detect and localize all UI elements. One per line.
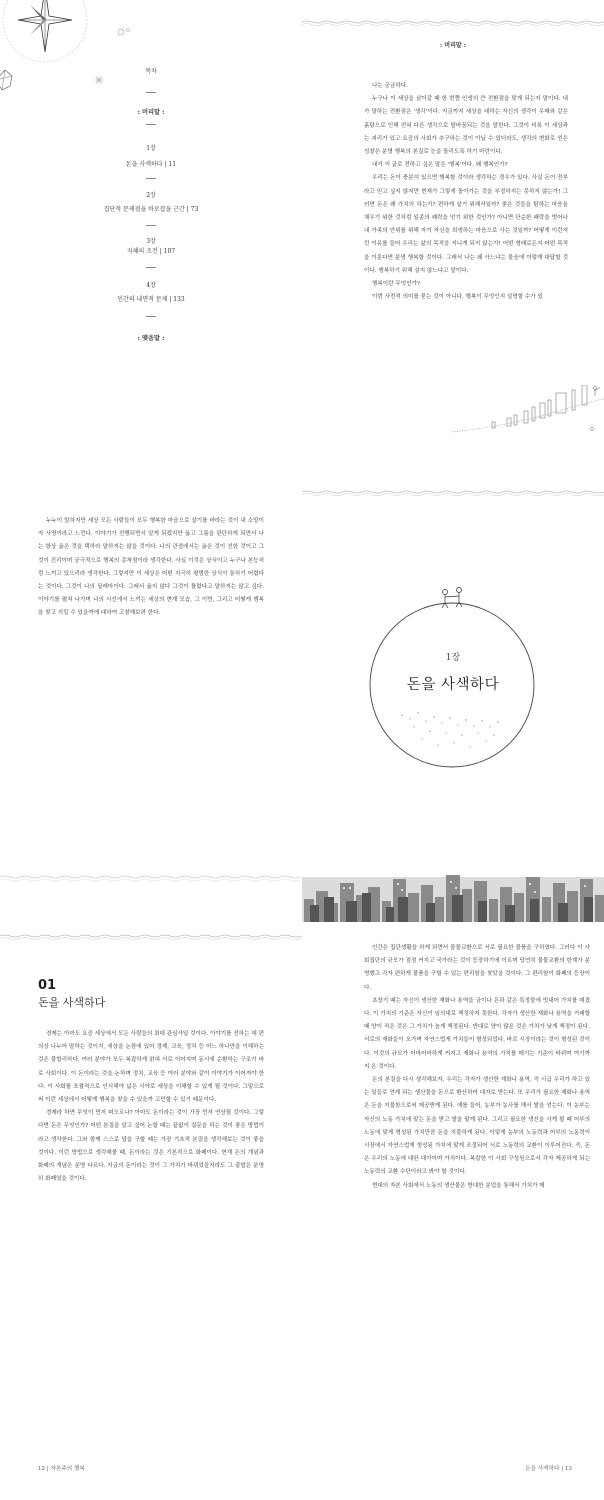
chapter1-paragraph: 현대의 자본 사회에서 노동의 생산물은 방대한 분업을 통해서 가치가 매 — [372, 1182, 545, 1189]
toc-ch1-entry[interactable]: 돈을 사색하다 | 11 — [125, 161, 177, 168]
toc-epilogue: : 맺음말 : — [137, 335, 165, 342]
preface-body — [364, 80, 568, 304]
chapter1-number: 01 — [38, 978, 57, 993]
chapter-open-title: 돈을 사색하다 — [406, 677, 500, 693]
toc-preface: : 머리말 : — [137, 109, 165, 116]
chapter1-paragraph: 경제는 아마도 요즘 세상에서 모든 사람들의 최대 관심사일 것이다. 이야기를 전하는 데 편의상 나누어 말하는 것이지, 세상을 논함에 있어 경제, 교육, 정치 등 어느 하나만을 이해하는 것은 불합리하다. 여러 분야가 모두 복잡하게 얽혀 서로 이어지며 동시에 순환하는 구조가 바로 사회이다. 이 돈이라는 것을 논하며 정치, 교육 등 여러 분야와 같이 이야기가 이어져야 한다. 이 사회를 포괄적으로 인식해야 넓은 시야로 세상을 이해할 수 있게 될 것이다. 그렇으로써 이런 세상에서 어떻게 행복을 찾을 수 있을까 고민할 수 있기 때문이다. — [38, 1031, 264, 1104]
preface-paragraph: 행복이란 무엇인가? — [372, 281, 421, 288]
chapter1-left-page — [0, 930, 302, 1500]
wave-divider-icon — [302, 490, 604, 496]
chapter1-right-page — [302, 930, 604, 1500]
preface-paragraph: 우리는 돈이 충분히 있으면 행복할 것이라 생각하는 경우가 있다. 사실 돈이 전부라고 믿고 싶지 않지만 현재가 그렇게 돌아가는 것을 부정하지는 못하지 않는가! 그러면 돈은 왜 가치의 하는가? 편하게 살기 위해서일까? 좋은 것들을 탐하는 마음을 채우기 위한 것처럼 일종의 쾌락을 얻기 위한 것인가? 아니면 단순한 쾌락을 벗어나 내 가족의 안위를 위해 자기 자신을 희생하는 마음으로 사는 것일까? 어떻게 이런저런 이유를 들어 우리는 삶의 목적을 지니게 되지 않는가! 어떤 형태로든지 어떤 목적을 이룬다면 분명 행복할 것이다. 그래서 나는 왜 사느냐는 물음에 이렇게 대답할 것이다. 행복하기 위해 살지 않느냐고 말이다. — [364, 175, 568, 274]
toc-page — [0, 0, 302, 440]
toc-ch4-num: 4장 — [146, 282, 156, 289]
preface-paragraph: 내가 이 글로 전하고 싶은 말은 '행복'이다. 왜 행복인가? — [372, 162, 508, 169]
left-page-footer: 12 | 자본주의 행복 — [38, 1466, 85, 1472]
chapter1-right-body — [364, 942, 590, 1193]
toc-title: 목차 — [145, 68, 157, 75]
spread-intro-chapter-open — [0, 480, 604, 860]
intro-page — [0, 480, 302, 860]
toc-ch2-entry[interactable]: 집단적 문제점을 바로잡을 근간 | 73 — [103, 206, 199, 213]
toc-ch2-num: 2장 — [146, 192, 156, 199]
toc-ch3-entry[interactable]: 지혜의 조건 | 107 — [126, 248, 176, 255]
compass-star-icon — [0, 0, 150, 110]
toc-ch4-entry[interactable]: 인간의 내면적 문제 | 133 — [117, 296, 185, 303]
chapter1-paragraph: 인간은 집단생활을 하게 되면서 물물교환으로 서로 필요한 물품을 구하였다. 그러다 이 사회집단의 규모가 점점 커지고 국가라는 것이 등장하기에 이르며 당연히 물물교환의 한계가 분명했고 각자 편하게 물품을 구할 수 있는 편리함을 찾았을 것이다. 그 편리함이 화폐의 등장이다. — [364, 945, 590, 991]
city-skyline-illustration — [0, 853, 604, 933]
preface-page — [302, 0, 604, 440]
chapter1-title: 돈을 사색하다 — [38, 996, 106, 1009]
toc-ch1-num: 1장 — [146, 145, 156, 152]
spread-chapter1 — [0, 930, 604, 1500]
wave-divider-icon — [0, 934, 302, 940]
chapter-open-page — [302, 480, 604, 860]
intro-paragraph: 누누이 말하지만 세상 모든 사람들이 모두 행복한 마음으로 살기를 바라는 것이 내 소망이자 사명이라고 느낀다. 이야기가 전행되면서 알게 되겠지만 옳고 그름을 판단하게 되면서 나는 항상 옳은 것을 택하라 말하지는 않을 것이다. 나의 관점에서는 옳은 것이 선한 것이고 그것이 진리이며 궁극적으로 행복의 종착점이라 생각한다. 사실 이것은 상식이고 누구나 본능처럼 느끼고 있으리라 생각한다. 그렇지만 이 세상은 어떤 지극히 평범한 상식이 통하기 어렵다는 것이다. 그것이 나의 딜레마이다. 그래서 옳지 않다 그것이 틀렸다고 말하지는 않고 싶다. 이야기를 펼쳐 나가며 나의 시선에서 느끼는 세상의 현재 모습, 그 이면, 그리고 어떻게 행복을 찾고 지킬 수 있을까에 대하여 고찰해보려 한다. — [38, 518, 264, 617]
intro-body — [38, 515, 264, 621]
chapter-open-num: 1장 — [445, 653, 461, 663]
wave-divider-icon — [302, 20, 604, 26]
preface-paragraph: 누구나 이 세상을 살아갈 때 한 번쯤 인생의 큰 전환점을 맞게 되는지 말이다. 내가 말하는 전환점은 '생각'이다. 지금까지 세상을 대하는 자신의 생각이 우매와 같은 흙탕으로 인해 전혀 다른 생각으로 탈바꿈되는 것을 말한다. 그것이 비록 이 세상과는 괴리가 있고 요즘의 사회가 추구하는 것이 아닐 수 있더라도, 생각의 변화로 얻은 성찰은 분명 행복의 본질로 눈을 돌리도록 하기 마련이다. — [364, 96, 568, 156]
spread-toc-preface — [0, 0, 604, 440]
chapter1-left-body — [38, 1028, 264, 1186]
preface-paragraph: 나는 궁금하다. — [372, 83, 408, 89]
chapter1-paragraph: 경제라 하면 무엇이 먼저 떠오르나? 아마도 돈이라는 것이 가장 먼저 연상될 것이다. 그렇다면 돈은 무엇인가? 어떤 본질을 알고 싶어 논할 때는 끝없이 질문을 하는 것이 좋은 방법이라고 생각한다. 그와 함께 스스로 답을 구할 때는 가장 기초적 본질을 생각해보는 것이 좋을 것이다. 이런 방법으로 생각해볼 때, 돈이라는 것은 기본적으로 화폐이다. 현재 돈의 개념과 화폐의 개념은 분명 다르다. 지금의 돈이라는 것이 그 가치가 바뀌었을지라도 그 출발은 분명히 화폐였을 것이다. — [38, 1110, 264, 1183]
hill-city-illustration — [452, 385, 604, 435]
preface-heading: : 머리말 : — [440, 42, 466, 49]
right-page-footer: 돈을 사색하다 | 13 — [525, 1466, 572, 1472]
chapter1-paragraph: 돈의 본질을 다시 생각해보자. 우리는 각자가 생산한 재화나 용역, 즉 시급 우리가 하고 있는 일들로 얻게 되는 생산물을 돈으로 환산하여 대가로 받는다. 또 우리가 필요한 재화나 용역은 돈을 지불함으로써 제공받게 된다. 예를 들어, 농부가 농사를 해서 쌀을 얻는다. 이 농부는 자신의 노동 가치에 맞는 돈을 받고 쌀을 팔게 된다. 그리고 필요한 생선을 사게 될 때 어부의 노동에 맞게 형성된 가치만큼 돈을 지불하게 된다. 이렇게 농부의 노동력과 어부의 노동력이 시장에서 자연스럽게 형성된 가치에 맞게 조절되어 서로 노동력의 교환이 이루어진다. 즉, 돈은 우리의 노동에 대한 대가이며 가치이다. 복잡한 이 사회 구성원으로서 각자 제공하게 되는 노동력의 교환 수단이라고 봐야 할 것이다. — [364, 1077, 590, 1176]
toc-ch3-num: 3장 — [146, 238, 156, 245]
chapter1-paragraph: 초창기 때는 자신이 생산한 재화나 용역을 금이나 은과 같은 특정물에 빗대어 가치를 매겼다. 이 가치의 기준은 자신이 임의대로 책정하지 못한다. 각자가 생산한 재화나 용역을 거래할 때 양이 적은 것은 그 가치가 높게 책정된다. 반대로 양이 많은 것은 가치가 낮게 책정이 된다. 서로의 재화들이 오가며 자연스럽게 가치들이 형성되었다. 바로 시장이라는 것이 형성된 것이다. 이것의 규모가 어마어마하게 커지고 재화나 용역의 가치를 매기는 기준이 바뀌며 여기까지 온 것이다. — [364, 997, 590, 1070]
preface-paragraph: 이번 사전적 의미를 묻는 것이 아니다. 행복이 무엇인지 설명할 수가 있 — [372, 294, 543, 301]
